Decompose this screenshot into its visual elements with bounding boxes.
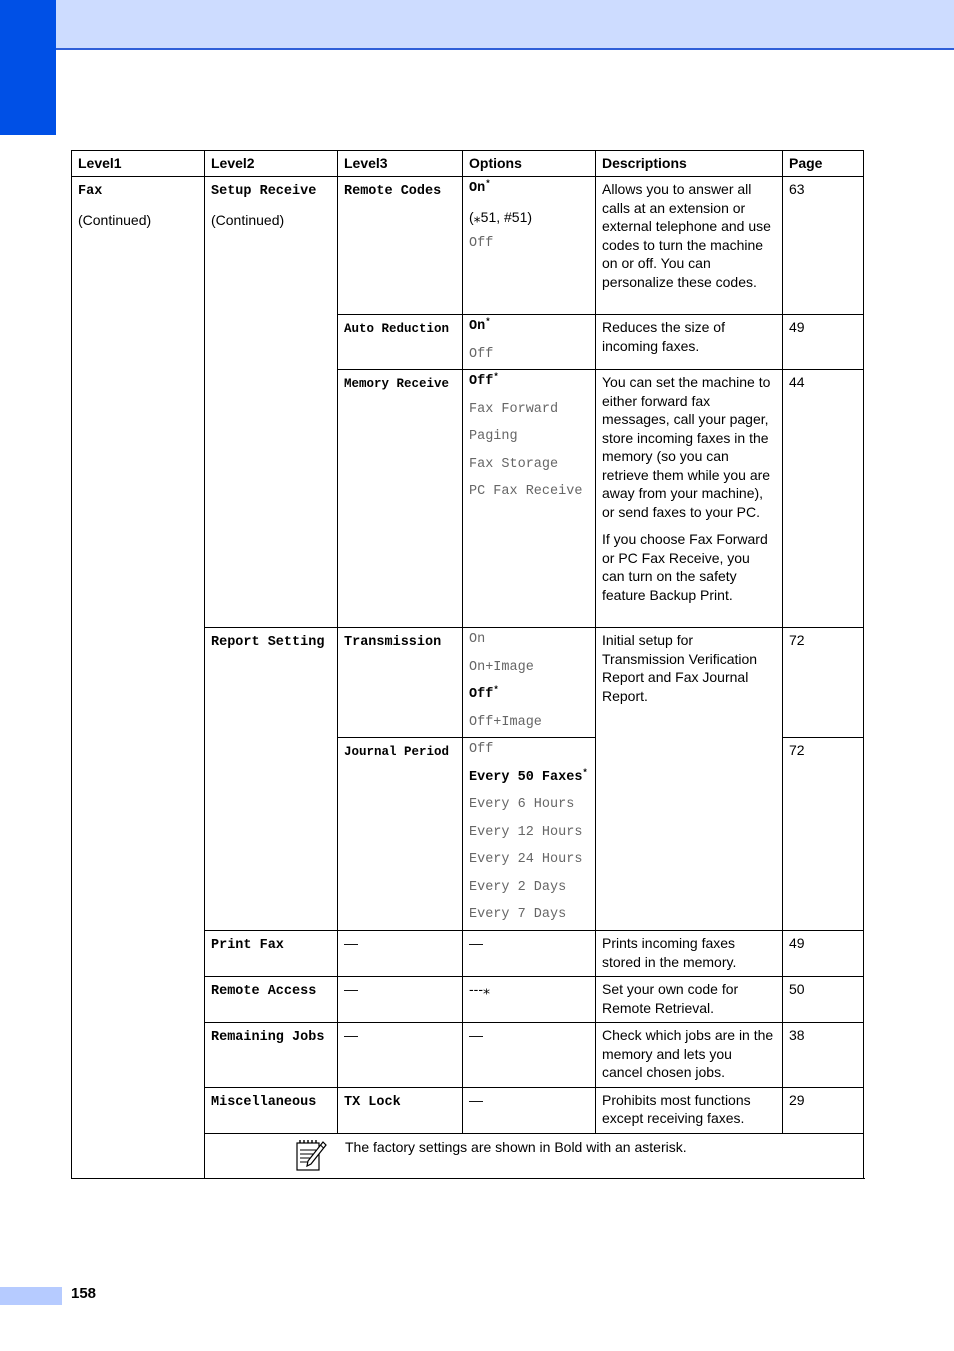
page-transmission: 72 (783, 628, 864, 738)
options-remote-access: ---⁎ (463, 977, 596, 1023)
desc-remaining-jobs: Check which jobs are in the memory and lets you cancel chosen jobs. (596, 1023, 783, 1088)
options-transmission: On On+Image Off* Off+Image (463, 628, 596, 738)
header-descriptions: Descriptions (596, 151, 783, 177)
level3-journal-period: Journal Period (338, 738, 463, 931)
note-text: The factory settings are shown in Bold with an asterisk. (345, 1138, 687, 1155)
header-page: Page (783, 151, 864, 177)
level3-auto-reduction: Auto Reduction (338, 315, 463, 370)
options-remaining-jobs: — (463, 1023, 596, 1088)
level3-remaining-jobs: — (338, 1023, 463, 1088)
page-print-fax: 49 (783, 931, 864, 977)
options-auto-reduction: On* Off (463, 315, 596, 370)
level2-print-fax: Print Fax (205, 931, 338, 977)
level3-remote-codes: Remote Codes (338, 177, 463, 315)
level2-setup-receive: Setup Receive (211, 184, 317, 199)
page-memory-receive: 44 (783, 370, 864, 628)
level3-tx-lock: TX Lock (338, 1087, 463, 1133)
level2-remote-access: Remote Access (205, 977, 338, 1023)
page-remaining-jobs: 38 (783, 1023, 864, 1088)
options-print-fax: — (463, 931, 596, 977)
header-band (0, 0, 954, 49)
note-pencil-icon (295, 1138, 327, 1172)
desc-remote-access: Set your own code for Remote Retrieval. (596, 977, 783, 1023)
table-header-row (72, 151, 864, 177)
level2-remaining-jobs: Remaining Jobs (205, 1023, 338, 1088)
desc-tx-lock: Prohibits most functions except receiving faxes. (596, 1087, 783, 1133)
level3-print-fax: — (338, 931, 463, 977)
page-journal-period: 72 (783, 738, 864, 931)
desc-auto-reduction: Reduces the size of incoming faxes. (596, 315, 783, 370)
page-auto-reduction: 49 (783, 315, 864, 370)
header-options: Options (463, 151, 596, 177)
desc-remote-codes: Allows you to answer all calls at an extension or external telephone and use codes to turn the machine on or off. You can personalize these codes. (596, 177, 783, 315)
level3-memory-receive: Memory Receive (338, 370, 463, 628)
level2-report-setting: Report Setting (205, 628, 338, 931)
desc-report-setting: Initial setup for Transmission Verification Report and Fax Journal Report. (596, 628, 783, 931)
options-remote-codes: On* (⁎51, #51) Off (463, 177, 596, 315)
options-memory-receive: Off* Fax Forward Paging Fax Storage PC Fax Receive (463, 370, 596, 628)
page-number: 158 (71, 1285, 97, 1302)
table-row (72, 177, 864, 315)
page-tx-lock: 29 (783, 1087, 864, 1133)
level1-fax: Fax (78, 184, 103, 199)
level2-miscellaneous: Miscellaneous (205, 1087, 338, 1133)
page-remote-access: 50 (783, 977, 864, 1023)
level1-cell (72, 177, 205, 1179)
level1-continued: (Continued) (78, 211, 152, 228)
level3-remote-access: — (338, 977, 463, 1023)
header-rule (56, 48, 954, 50)
level2-cell (205, 177, 338, 628)
level3-transmission: Transmission (338, 628, 463, 738)
page-remote-codes: 63 (783, 177, 864, 315)
desc-print-fax: Prints incoming faxes stored in the memory. (596, 931, 783, 977)
header-level3: Level3 (338, 151, 463, 177)
header-level2: Level2 (205, 151, 338, 177)
settings-table (71, 150, 864, 1179)
level2-continued: (Continued) (211, 211, 285, 228)
desc-memory-receive: You can set the machine to either forward fax messages, call your pager, store incoming faxes in the memory (so you can retrieve them while you are away from your machine), or send faxes to your PC. If you choose Fax Forward or PC Fax Receive, you can turn on the safety feature Backup Print. (596, 370, 783, 628)
options-journal-period: Off Every 50 Faxes* Every 6 Hours Every 12 Hours Every 24 Hours Every 2 Days Every 7 Days (463, 738, 596, 931)
chapter-tab (0, 0, 56, 135)
footer-band (0, 1287, 62, 1305)
header-level1: Level1 (72, 151, 205, 177)
options-tx-lock: — (463, 1087, 596, 1133)
